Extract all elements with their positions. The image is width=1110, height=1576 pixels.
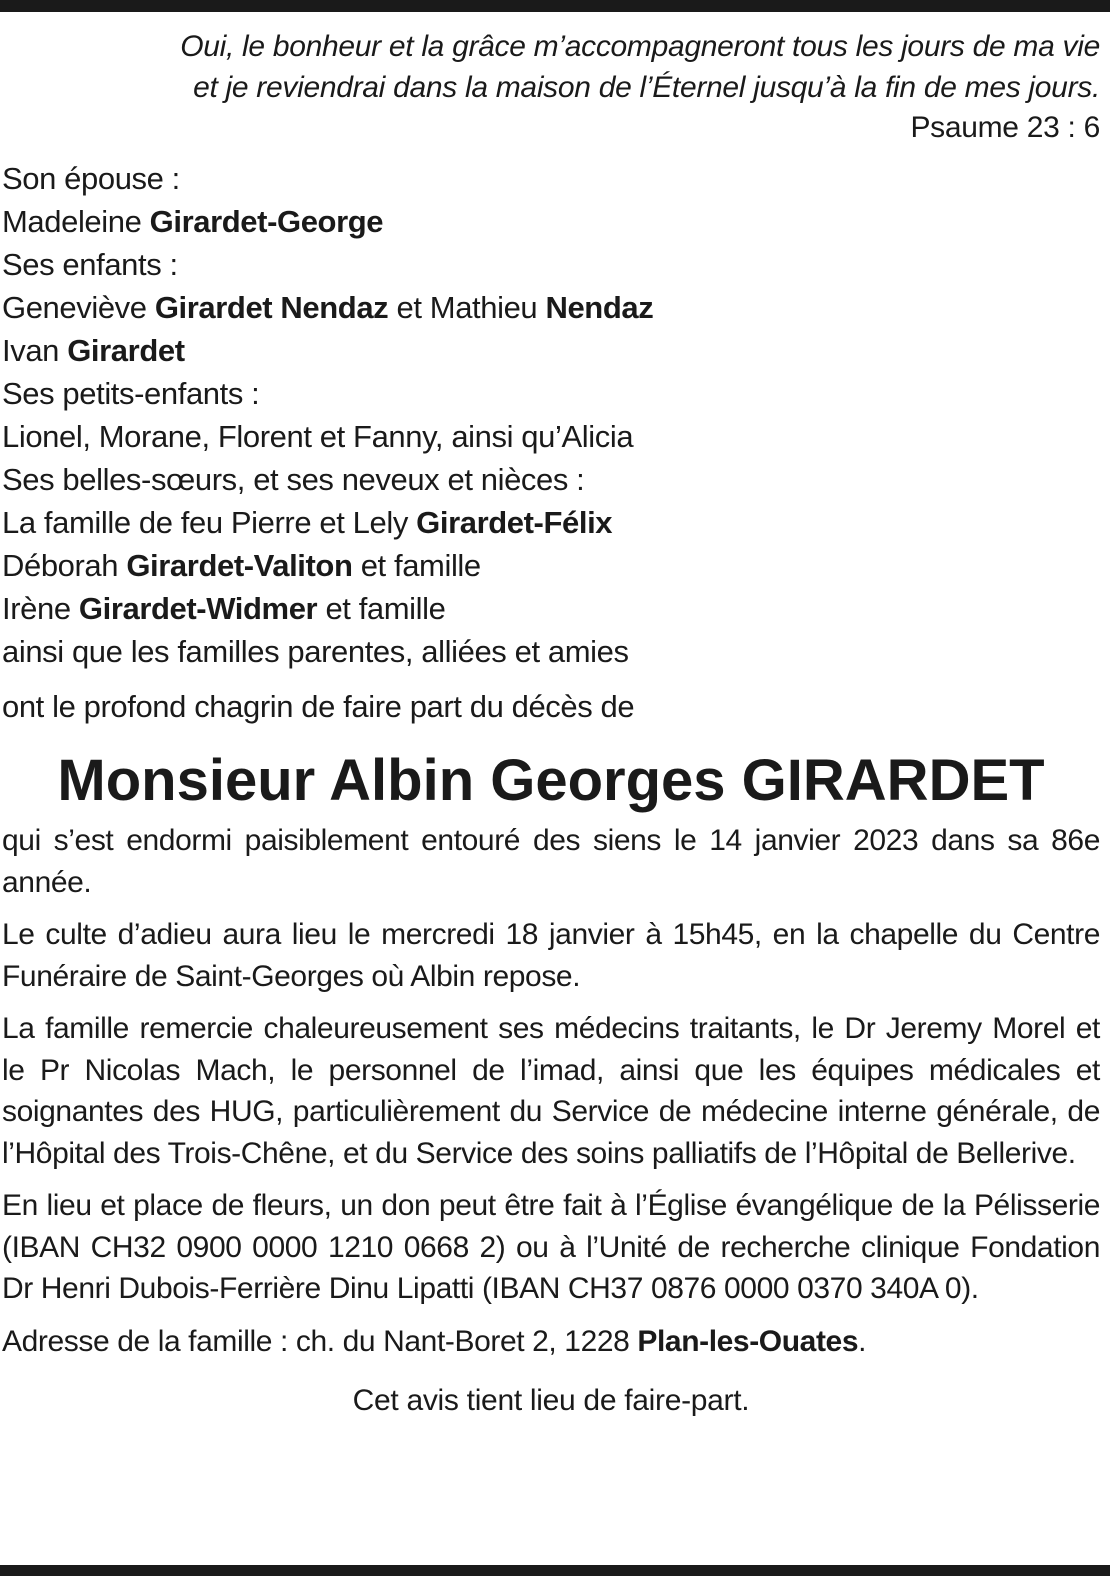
child-1-partner-last-name: Nendaz [545, 290, 654, 325]
child-2-last-name: Girardet [67, 333, 185, 368]
footer-note: Cet avis tient lieu de faire-part. [352, 1384, 750, 1417]
epigraph-reference: Psaume 23 : 6 [910, 111, 1100, 144]
inlaw-2-first-name: Déborah [2, 548, 119, 583]
thanks-paragraph: La famille remercie chaleureusement ses médecins traitants, le Dr Jeremy Morel et le Pr Nicolas Mach, le personnel de l’imad, ainsi que les équipes médicales et soignantes des HUG, particulièrement du Service de médecine interne générale, de l’Hôpital des Trois-Chêne, et du Service des soins palliatifs de l’Hôpital de Bellerive. [2, 1012, 1100, 1170]
inlaw-2-suffix: et famille [360, 548, 481, 583]
deceased-name: Monsieur Albin Georges GIRARDET [57, 748, 1045, 813]
address-prefix: Adresse de la famille : ch. du Nant-Boret 2, 1228 [2, 1324, 630, 1358]
child-1 [2, 286, 1100, 329]
service-paragraph: Le culte d’adieu aura lieu le mercredi 18 janvier à 15h45, en la chapelle du Centre Funéraire de Saint-Georges où Albin repose. [2, 918, 1100, 993]
inlaw-3 [2, 587, 1100, 630]
inlaw-3-suffix: et famille [325, 591, 446, 626]
inlaw-3-last-name: Girardet-Widmer [78, 591, 318, 626]
epigraph-line-2: et je reviendrai dans la maison de l’Éternel jusqu’à la fin de mes jours. [193, 71, 1100, 104]
inlaw-2-last-name: Girardet-Valiton [126, 548, 353, 583]
inlaw-1 [2, 501, 1100, 544]
address-paragraph [2, 1321, 1100, 1363]
inlaw-3-first-name: Irène [2, 591, 71, 626]
child-2-first-name: Ivan [2, 333, 59, 368]
other-families: ainsi que les familles parentes, alliées et amies [2, 634, 629, 669]
spouse-name [2, 200, 1100, 243]
grandchildren-names: Lionel, Morane, Florent et Fanny, ainsi qu’Alicia [2, 419, 634, 454]
address-suffix: . [858, 1324, 867, 1358]
epigraph-line-1: Oui, le bonheur et la grâce m’accompagneront tous les jours de ma vie [180, 30, 1100, 63]
obituary-notice [2, 26, 1100, 1421]
donations-paragraph: En lieu et place de fleurs, un don peut être fait à l’Église évangélique de la Pélisserie (IBAN CH32 0900 0000 1210 0668 2) ou à l’Unité de recherche clinique Fondation Dr Henri Dubois-Ferrière Dinu Lipatti (IBAN CH37 0876 0000 0370 340A 0). [2, 1189, 1100, 1305]
announcement-text: ont le profond chagrin de faire part du décès de [2, 689, 635, 724]
bottom-border-rule [0, 1565, 1110, 1576]
address-city: Plan-les-Ouates [637, 1324, 859, 1358]
spouse-heading: Son épouse : [2, 161, 180, 196]
children-heading: Ses enfants : [2, 247, 178, 282]
child-1-and-partner: et Mathieu [396, 290, 538, 325]
spouse-first-name: Madeleine [2, 204, 142, 239]
child-2 [2, 329, 1100, 372]
family-list [2, 157, 1100, 673]
top-border-rule [0, 0, 1110, 12]
inlaw-1-last-name: Girardet-Félix [416, 505, 613, 540]
child-1-last-name: Girardet Nendaz [154, 290, 389, 325]
inlaw-1-prefix: La famille de feu Pierre et Lely [2, 505, 408, 540]
inlaws-heading: Ses belles-sœurs, et ses neveux et nièces : [2, 462, 585, 497]
death-paragraph: qui s’est endormi paisiblement entouré des siens le 14 janvier 2023 dans sa 86e année. [2, 824, 1100, 899]
epigraph [2, 26, 1100, 148]
inlaw-2 [2, 544, 1100, 587]
grandchildren-heading: Ses petits-enfants : [2, 376, 260, 411]
child-1-first-name: Geneviève [2, 290, 147, 325]
spouse-last-name: Girardet-George [149, 204, 384, 239]
